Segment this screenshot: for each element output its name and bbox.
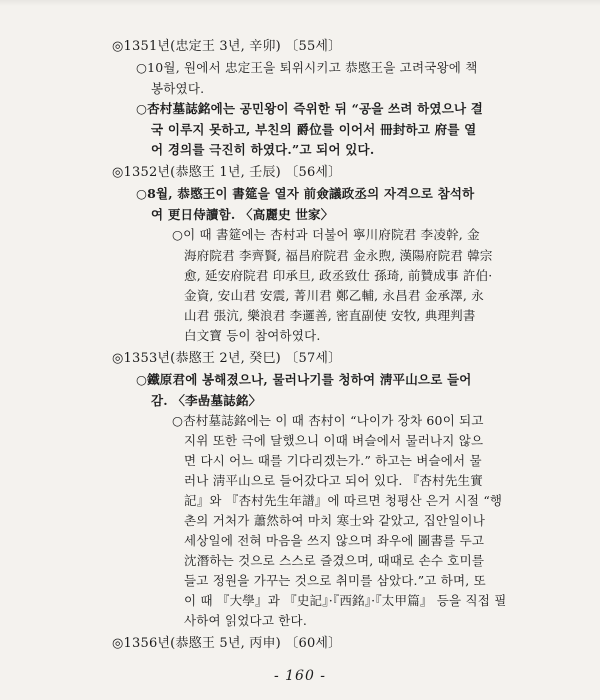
heading-1351: ◎1351년(忠定王 3년, 辛卯) 〔55세〕 xyxy=(112,39,342,54)
entry-1351-october-cont: 봉하였다. xyxy=(151,81,205,96)
entry-1353-epitaph: ○杏村墓誌銘에는 이 때 杏村이 “나이가 장차 60이 되고 xyxy=(172,412,484,428)
entry-1352-attendees-cont-2: 愈, 延安府院君 印承旦, 政丞致仕 孫琦, 前贊成事 許伯· xyxy=(184,267,493,283)
heading-1353: ◎1353년(恭愍王 2년, 癸巳) 〔57세〕 xyxy=(112,350,342,366)
entry-1353-epitaph-cont-7: 沈潛하는 것으로 스스로 즐겼으며, 때때로 손수 호미를 xyxy=(184,553,485,568)
entry-1353-epitaph-cont-1: 지위 또한 극에 달했으니 이때 벼슬에서 물러나지 않으 xyxy=(184,433,484,448)
entry-1353-cheolwon: ○鐵原君에 봉해졌으나, 물러나기를 청하여 淸平山으로 들어 xyxy=(136,371,472,387)
entry-1352-attendees-cont-5: 白文寶 등이 참여하였다. xyxy=(184,327,321,343)
entry-1353-epitaph-cont-10: 사하여 읽었다고 한다. xyxy=(184,613,307,628)
entry-1351-epitaph-cont-2: 어 경의를 극진히 하였다.”고 되어 있다. xyxy=(151,142,375,157)
entry-1352-august: ○8월, 恭愍王이 書筵을 열자 前僉議政丞의 자격으로 참석하 xyxy=(136,186,475,201)
entry-1353-epitaph-cont-8: 들고 정원을 가꾸는 것으로 취미를 삼았다.”고 하며, 또 xyxy=(184,573,486,588)
entry-1353-epitaph-cont-3: 러나 淸平山으로 들어갔다고 되어 있다. 『杏村先生實 xyxy=(184,473,483,488)
entry-1351-epitaph-cont-1: 국 이루지 못하고, 부친의 爵位를 이어서 冊封하고 府를 열 xyxy=(151,122,477,137)
entry-1352-august-cont: 여 更日侍讀함. 〈高麗史 世家〉 xyxy=(151,207,334,222)
entry-1353-epitaph-cont-2: 면 다시 어느 때를 기다리겠는가.” 하고는 벼슬에서 물 xyxy=(184,453,482,468)
entry-1353-epitaph-cont-6: 세상일에 전혀 마음을 쓰지 않으며 좌우에 圖書를 두고 xyxy=(184,533,485,548)
entry-1353-epitaph-cont-4: 記』와 『杏村先生年譜』에 따르면 청평산 은거 시절 “행 xyxy=(184,493,503,508)
entry-1353-epitaph-cont-5: 촌의 거처가 蕭然하여 마치 寒士와 같았고, 집안일이나 xyxy=(184,513,485,528)
heading-1352: ◎1352년(恭愍王 1년, 壬辰) 〔56세〕 xyxy=(112,165,342,180)
entry-1352-attendees-cont-4: 山君 張沆, 樂浪君 李邏善, 密直副使 安牧, 典理判書 xyxy=(184,307,476,323)
entry-1351-epitaph: ○杏村墓誌銘에는 공민왕이 즉위한 뒤 “공을 쓰려 하였으나 결 xyxy=(136,101,484,116)
page-number: - 160 - xyxy=(273,668,327,684)
entry-1353-cheolwon-cont: 감. 〈李嵒墓誌銘〉 xyxy=(151,392,262,408)
entry-1352-attendees-cont-1: 海府院君 李齊賢, 福昌府院君 金永煦, 漢陽府院君 韓宗 xyxy=(184,247,493,263)
page-top-edge xyxy=(0,0,600,6)
entry-1353-epitaph-cont-9: 이 때 『大學』과 『史記』·『西銘』·『太甲篇』 등을 직접 필 xyxy=(184,593,507,608)
entry-1351-october: ○10월, 원에서 忠定王을 퇴위시키고 恭愍王을 고려국왕에 책 xyxy=(136,60,478,75)
entry-1352-attendees-cont-3: 金資, 安山君 安震, 菁川君 鄭乙輔, 永昌君 金承澤, 永 xyxy=(184,287,484,303)
heading-1356: ◎1356년(恭愍王 5년, 丙申) 〔60세〕 xyxy=(112,636,342,651)
entry-1352-attendees: ○이 때 書筵에는 杏村과 더불어 寧川府院君 李凌幹, 金 xyxy=(172,227,480,242)
